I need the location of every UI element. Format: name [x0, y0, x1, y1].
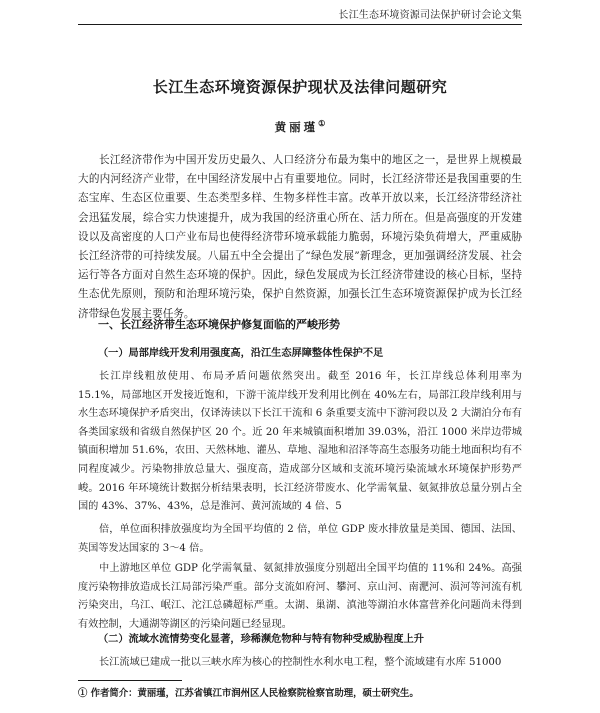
paragraph-upstream-pollution: 中上游地区单位 GDP 化学需氧量、氨氮排放强度分别超出全国平均值的 11%和 24%。高强度污染物排放造成长江局部污染严重。部分支流如府河、攀河、京山河、南淝河、涢河等河流有机污染突出，乌江、岷江、沱江总磷超标严重。太湖、巢湖、滇池等湖泊水体富营养化问题尚未得到有效控制，大通湖等湖区的污染问题已经显现。 — [78, 563, 522, 630]
author-note-mark: ① — [318, 118, 326, 128]
intro-paragraph: 长江经济带作为中国开发历史最久、人口经济分布最为集中的地区之一，是世界上规模最大的内河经济产业带，在中国经济发展中占有重要地位。同时，长江经济带还是我国重要的生态宝库、生态区位重要、生态类型多样、生物多样性丰富。改革开放以来，长江经济带经济社会迅猛发展，综合实力快速提升，成为我国的经济重心所在、活力所在。但是高强度的开发建设以及高密度的人口产业布局也使得经济带环境承载能力脆弱，环境污染负荷增大，严重威胁长江经济带的可持续发展。八届五中全会提出了“绿色发展”新理念，更加强调经济发展、社会运行等各方面对自然生态环境的保护。因此，绿色发展成为长江经济带建设的核心目标，坚持生态优先原则，预防和治理环境污染，保护自然资源，加强长江生态环境资源保护成为长江经济带绿色发展主要任务。 — [78, 154, 522, 320]
subsection-2-heading: （二）流域水流情势变化显著，珍稀濒危物种与特有物种受威胁程度上升 — [98, 634, 424, 645]
author-name: 黄丽瑾 — [274, 119, 319, 134]
section-1-heading: 一、长江经济带生态环境保护修复面临的严峻形势 — [98, 318, 340, 331]
footnote-rule — [78, 680, 182, 681]
paragraph-reservoirs: 长江流域已建成一批以三峡水库为核心的控制性水利水电工程，整个流域建有水库 51000 — [99, 657, 502, 668]
article-title: 长江生态环境资源保护现状及法律问题研究 — [152, 78, 448, 96]
subsection-1-heading: （一）局部岸线开发利用强度高，沿江生态屏障整体性保护不足 — [98, 348, 384, 359]
paragraph-intensity: 倍，单位面积排放强度均为全国平均值的 2 倍，单位 GDP 废水排放量是美国、德国、法国、英国等发达国家的 3～4 倍。 — [78, 524, 522, 554]
paragraph-shoreline: 长江岸线粗放使用、布局矛盾问题依然突出。截至 2016 年，长江岸线总体利用率为 15.1%，局部地区开发接近饱和，下游干流岸线开发利用比例在 40%左右，局部江段岸线利用与水生态环境保护矛盾突出，仅译涛读以下长江干流和 6 条重要支流中下游河段以及 2 大湖泊分布有各类国家级和省级自然保护区 20 个。近 20 年来城镇面积增加 39.03%，沿江 1000 米岸边带城镇面积增加 51.6%，农田、天然林地、灌丛、草地、湿地和沼泽等高生态服务功能土地面积均有不同程度减少。污染物排放总量大、强度高，造成部分区域和支流环境污染流域水环境保护形势严峻。2016 年环境统计数据分析结果表明，长江经济带废水、化学需氧量、氨氮排放总量分别占全国的 43%、37%、43%，总是淮河、黄河流域的 4 倍、5 — [78, 371, 522, 513]
header-rule — [78, 24, 522, 25]
running-head: 长江生态环境资源司法保护研讨会论文集 — [338, 10, 522, 21]
author-line — [0, 118, 600, 135]
footnote: ① 作者简介：黄丽瑾，江苏省镇江市润州区人民检察院检察官助理，硕士研究生。 — [78, 688, 419, 699]
